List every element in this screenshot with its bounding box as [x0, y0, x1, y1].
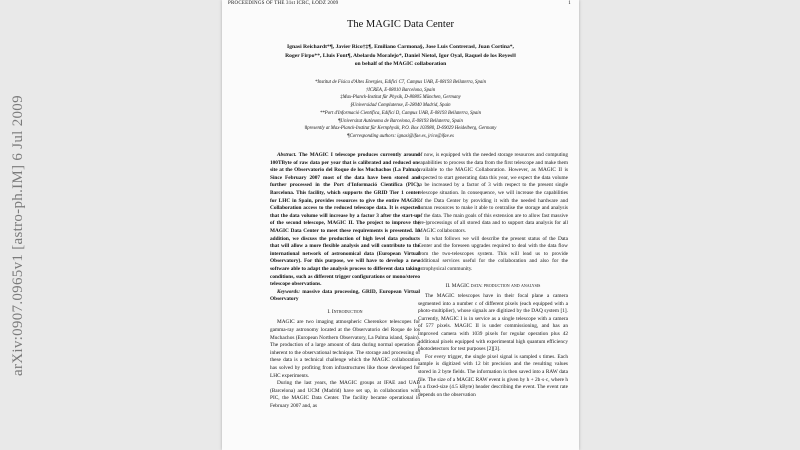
arxiv-stamp: arXiv:0907.0965v1 [astro-ph.IM] 6 Jul 2009 — [10, 95, 26, 376]
right-column — [418, 152, 568, 399]
keywords-text: massive data processing, GRID, European Virtual Observatory — [270, 288, 421, 303]
author-line-1: Ignasi Reichardt*¶, Javier Rico†‡¶, Emiliano Carmona§, Jose Luis Contreras‖, Juan Cortina*, — [287, 44, 514, 50]
affiliations — [242, 79, 559, 141]
affiliation: ‖‖presently at Max-Planck-Institut für Kernphysik, P.O. Box 103980, D-69029 Heidelberg, Germany — [304, 126, 497, 132]
author-list — [242, 43, 559, 69]
affiliation: *Institut de Física d'Altes Energies, Edifici C7, Campus UAB, E-08193 Bellaterra, Spain — [315, 80, 486, 85]
left-column — [270, 152, 420, 411]
section-number: II. — [445, 282, 451, 289]
affiliation: ¶Corresponding authors: ignasi@ifae.es, jrico@ifae.es — [347, 133, 454, 139]
page-number: 1 — [568, 1, 571, 6]
affiliation: †ICREA, E-08010 Barcelona, Spain — [365, 87, 436, 93]
section-title: MAGIC data: production and analysis — [451, 282, 541, 289]
paragraph: MAGIC are two imaging atmospheric Cherenkov telescopes for gamma-ray astronomy located at the Observatorio del Roque de los Muchachos (European Northern Observatory, La Palma island, Spain). The production of a large amount of data during normal operation is inherent to the observational technique. The storage and processing of these data is a technical challenge which the MAGIC collaboration has solved by profiting from infrastructures like those developed for LHC experiments. — [270, 319, 420, 379]
running-header: PROCEEDINGS OF THE 31st ICRC, ŁÓDŹ 2009 — [228, 1, 339, 6]
affiliation: **Port d'Informació Científica, Edifici D, Campus UAB, E-08193 Bellaterra, Spain — [319, 110, 482, 116]
section-heading-intro — [270, 309, 420, 317]
abstract-label: Abstract. — [277, 152, 297, 158]
abstract — [270, 152, 420, 289]
paragraph: For every trigger, the single pixel signal is sampled s times. Each sample is digitized with 12 bit precision and the resulting values stored in 2 byte fields. The information is then saved into a RAW data file. The size of a MAGIC RAW event is given by h + 2b·s·c, where h is a fixed-size (4.5 kByte) header describing the event. The event rate depends on the observation — [418, 353, 568, 398]
author-line-3: on behalf of the MAGIC collaboration — [354, 61, 447, 68]
abstract-text: The MAGIC I telescope produces currently around 100TByte of raw data per year that is calibrated and reduced on-site at the Observatorio del Roque de los Muchachos (La Palma). Since February 2007 most of the data have been stored and further processed in the Port d'Informació Científica (PIC), Barcelona. This facility, which supports the GRID Tier 1 center for LHC in Spain, provides resources to give the entire MAGIC Collaboration access to the reduced telescope data. It is expected that the data volume will increase by a factor 3 after the start-up of the second telescope, MAGIC II. The project to improve the MAGIC Data Center to meet these requirements is presented. In addition, we discuss the production of high level data products that will allow a more flexible analysis and will contribute to the international network of astronomical data (European Virtual Observatory). For this purpose, we will have to develop a new software able to adapt the analysis process to different data taking conditions, such as different trigger configurations or mono/stereo telescope observations. — [270, 152, 420, 288]
section-title: Introduction — [331, 308, 363, 315]
paragraph: The MAGIC telescopes have in their focal plane a camera segmented into a number c of different pixels (each equipped with a photo-multiplier), whose signals are digitized by the DAQ system [1]. Currently, MAGIC I is in service as a single telescope with a camera of 577 pixels. MAGIC II is under commissioning, and has an improved camera with 1039 pixels for regular operation plus 42 additional pixels equipped with experimental high quantum efficiency photodetectors for test purposes [2][3]. — [418, 293, 568, 353]
paragraph: In what follows we will describe the present status of the Data Center and the foreseen upgrades required to deal with the data flow from the two-telescopes system. This will lead us to provide additional services useful for the collaboration and also for the astrophysical community. — [418, 235, 568, 272]
affiliation: §Universidad Complutense, E-28040 Madrid, Spain — [350, 103, 451, 109]
paper-page — [222, 0, 579, 450]
paragraph: of now, is equipped with the needed storage resources and computing capabilities to process the data from the first telescope and make them available to the MAGIC Collaboration. However, as MAGIC II is expected to start generating data this year, we expect the data volume to be increased by a factor of 3 with respect to the present single telescope situation. In consequence, we will increase the capabilities of the Data Center by providing it with the needed hardware and human resources to make it able to centralise the storage and analysis of the data. The main goals of this extension are to allow fast massive (re-)processings of all stored data and to support data analysis for all MAGIC collaborators. — [418, 152, 568, 234]
keywords-label: Keywords: — [277, 288, 300, 295]
paragraph: During the last years, the MAGIC groups at IFAE and UAB (Barcelona) and UCM (Madrid) have set up, in collaboration with PIC, the MAGIC Data Center. The facility became operational in February 2007 and, as — [270, 380, 420, 409]
section-number: I. — [327, 308, 331, 315]
author-line-2: Roger Firpo**, Lluis Font¶, Abelardo Moralejo*, Daniel Nieto‖, Igor Oya‖, Raquel de los Reyes‖‖ — [285, 52, 516, 59]
paper-title: The MAGIC Data Center — [346, 19, 454, 30]
affiliation: ‡Max-Planck-Institut für Physik, D-80805 München, Germany — [340, 95, 461, 101]
affiliation: ¶Universitat Autònoma de Barcelona, E-08193 Bellaterra, Spain — [338, 118, 463, 124]
section-heading-magic-data — [418, 283, 568, 291]
keywords — [270, 289, 420, 304]
